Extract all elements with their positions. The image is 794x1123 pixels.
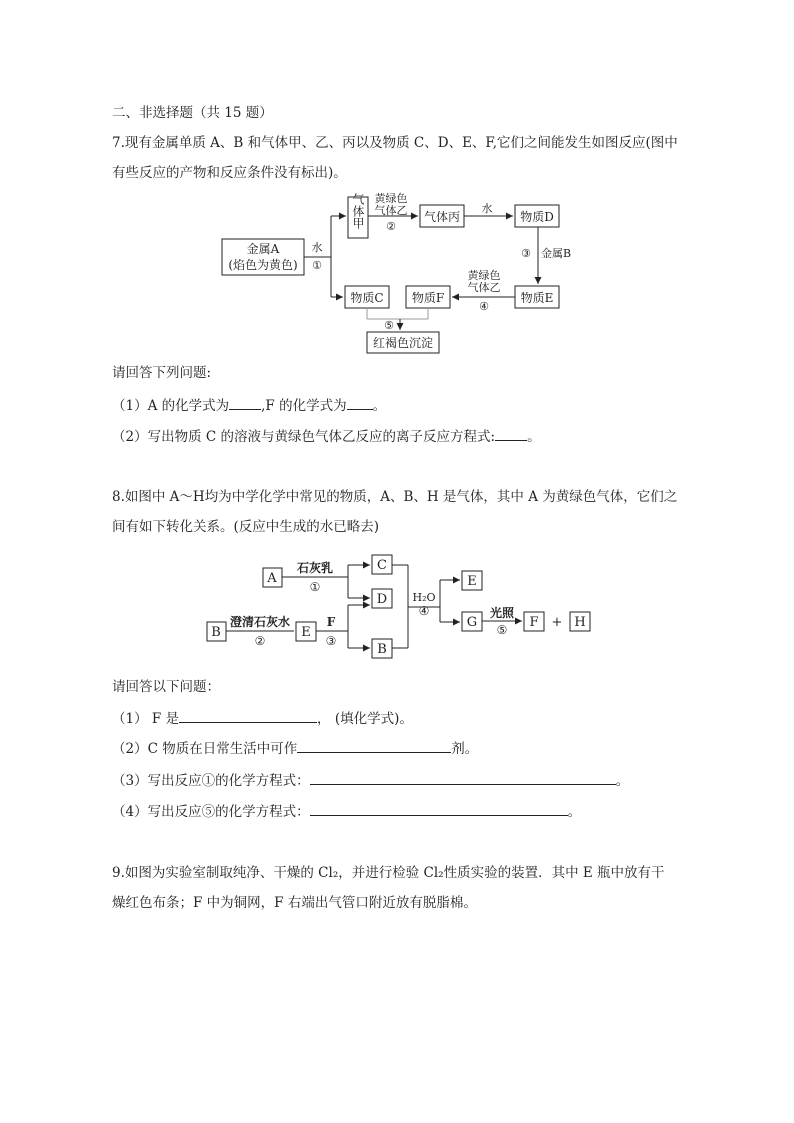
gas-jia-char1: 气体甲: [351, 193, 365, 229]
clear-lime-label: 澄清石灰水: [229, 615, 291, 629]
cond4-line1: 黄绿色: [467, 269, 501, 282]
q8-part3: [112, 770, 629, 790]
sub-d-label: 物质D: [520, 210, 554, 224]
water1-label: 水: [311, 241, 323, 254]
sub-c-label: 物质C: [350, 291, 384, 305]
reagent-f-label: F: [326, 615, 336, 629]
q8-p3-text-b: 。: [615, 773, 630, 789]
q8-p2-text-a: （2）C 物质在日常生活中可作: [112, 741, 298, 757]
q8-p4-text-b: 。: [567, 804, 582, 820]
q7-part2: [112, 426, 541, 446]
node-b1-label: B: [211, 625, 221, 640]
q8-part1: [112, 708, 413, 728]
node-b2-label: B: [377, 642, 387, 657]
q8-part2: [112, 738, 478, 758]
q7-p1-text-c: 。: [372, 398, 387, 414]
q8-ask: 请回答以下问题：: [112, 679, 220, 695]
q7-stem-line2: 有些反应的产物和反应条件没有标出)。: [112, 165, 347, 181]
q8-p1-text-a: （1） F 是: [112, 711, 180, 727]
q9-stem-line2: 燥红色布条；F 中为铜网，F 右端出气管口附近放有脱脂棉。: [112, 895, 477, 911]
q8-stem-line2: 间有如下转化关系。(反应中生成的水已略去): [112, 519, 380, 535]
q8-stem-line1: 8.如图中 A～H均为中学化学中常见的物质，A、B、H 是气体，其中 A 为黄绿色气体，它们之: [112, 489, 678, 505]
node-g-label: G: [466, 615, 478, 630]
answer-blank-eq5[interactable]: [310, 801, 568, 816]
node-e1-label: E: [301, 625, 311, 640]
q9-stem-line1: 9.如图为实验室制取纯净、干燥的 Cl₂，并进行检验 Cl₂性质实验的装置．其中 E 瓶中放有干: [112, 865, 665, 881]
q7-p2-text-a: （2）写出物质 C 的溶液与黄绿色气体乙反应的离子反应方程式:: [112, 429, 496, 445]
step1-label: ①: [312, 259, 322, 272]
answer-blank-f-formula[interactable]: [179, 708, 317, 723]
node-d-label: D: [376, 592, 388, 607]
q7-reaction-diagram: [0, 185, 794, 355]
q8-p4-text-a: （4）写出反应⑤的化学方程式：: [112, 804, 310, 820]
q7-p2-text-b: 。: [527, 429, 541, 445]
sub-e-label: 物质E: [520, 291, 554, 305]
q8-reaction-diagram: [0, 550, 794, 660]
node-c-label: C: [377, 558, 387, 573]
metal-b-label: 金属B: [540, 247, 572, 260]
q7-p1-text-b: ,F 的化学式为: [261, 398, 347, 414]
step5-label: ⑤: [384, 319, 394, 332]
node-a-label: A: [267, 571, 277, 586]
gas-bing-label: 气体丙: [423, 210, 461, 224]
step3-label: ③: [521, 247, 531, 260]
q7-stem-line1: 7.现有金属单质 A、B 和气体甲、乙、丙以及物质 C、D、E、F,它们之间能发生如图反应(图中: [112, 135, 678, 151]
sub-f-label: 物质F: [411, 291, 445, 305]
step4-label: ④: [479, 300, 489, 313]
light-label: 光照: [489, 606, 515, 620]
q8-step2-label: ②: [254, 634, 266, 648]
q7-ask: 请回答下列问题:: [112, 365, 212, 381]
lime-milk-label: 石灰乳: [296, 561, 334, 575]
q7-part1: [112, 395, 386, 415]
h2o-label: H₂O: [412, 591, 436, 604]
q8-part4: [112, 801, 581, 821]
q7-p1-text-a: （1）A 的化学式为: [112, 398, 230, 414]
cond2-line2: 气体乙: [374, 204, 408, 217]
q8-step4-label: ④: [418, 604, 430, 618]
metal-a-line2: (焰色为黄色): [228, 258, 298, 272]
answer-blank-eq1[interactable]: [310, 770, 616, 785]
cond2-line1: 黄绿色: [374, 192, 408, 205]
answer-blank-ionic-eq[interactable]: [495, 426, 527, 441]
answer-blank-f[interactable]: [347, 395, 373, 410]
section-title: 二、非选择题（共 15 题）: [112, 105, 273, 121]
cond4-line2: 气体乙: [467, 281, 501, 294]
node-e2-label: E: [467, 574, 477, 589]
node-h-label: H: [574, 615, 586, 630]
q8-p1-text-b: ， (填化学式)。: [317, 711, 413, 727]
precipitate-label: 红褐色沉淀: [372, 336, 434, 350]
q8-p2-text-b: 剂。: [451, 741, 479, 757]
water2-label: 水: [481, 202, 493, 215]
node-f-label: F: [529, 615, 539, 630]
q8-step3-label: ③: [325, 634, 337, 648]
step2-label: ②: [386, 220, 396, 233]
answer-blank-a[interactable]: [229, 395, 261, 410]
q8-step5-label: ⑤: [496, 623, 508, 637]
q8-p3-text-a: （3）写出反应①的化学方程式：: [112, 773, 310, 789]
answer-blank-c-use[interactable]: [297, 738, 451, 753]
q8-step1-label: ①: [309, 580, 321, 594]
metal-a-line1: 金属A: [246, 242, 280, 256]
plus-label: +: [551, 615, 563, 630]
